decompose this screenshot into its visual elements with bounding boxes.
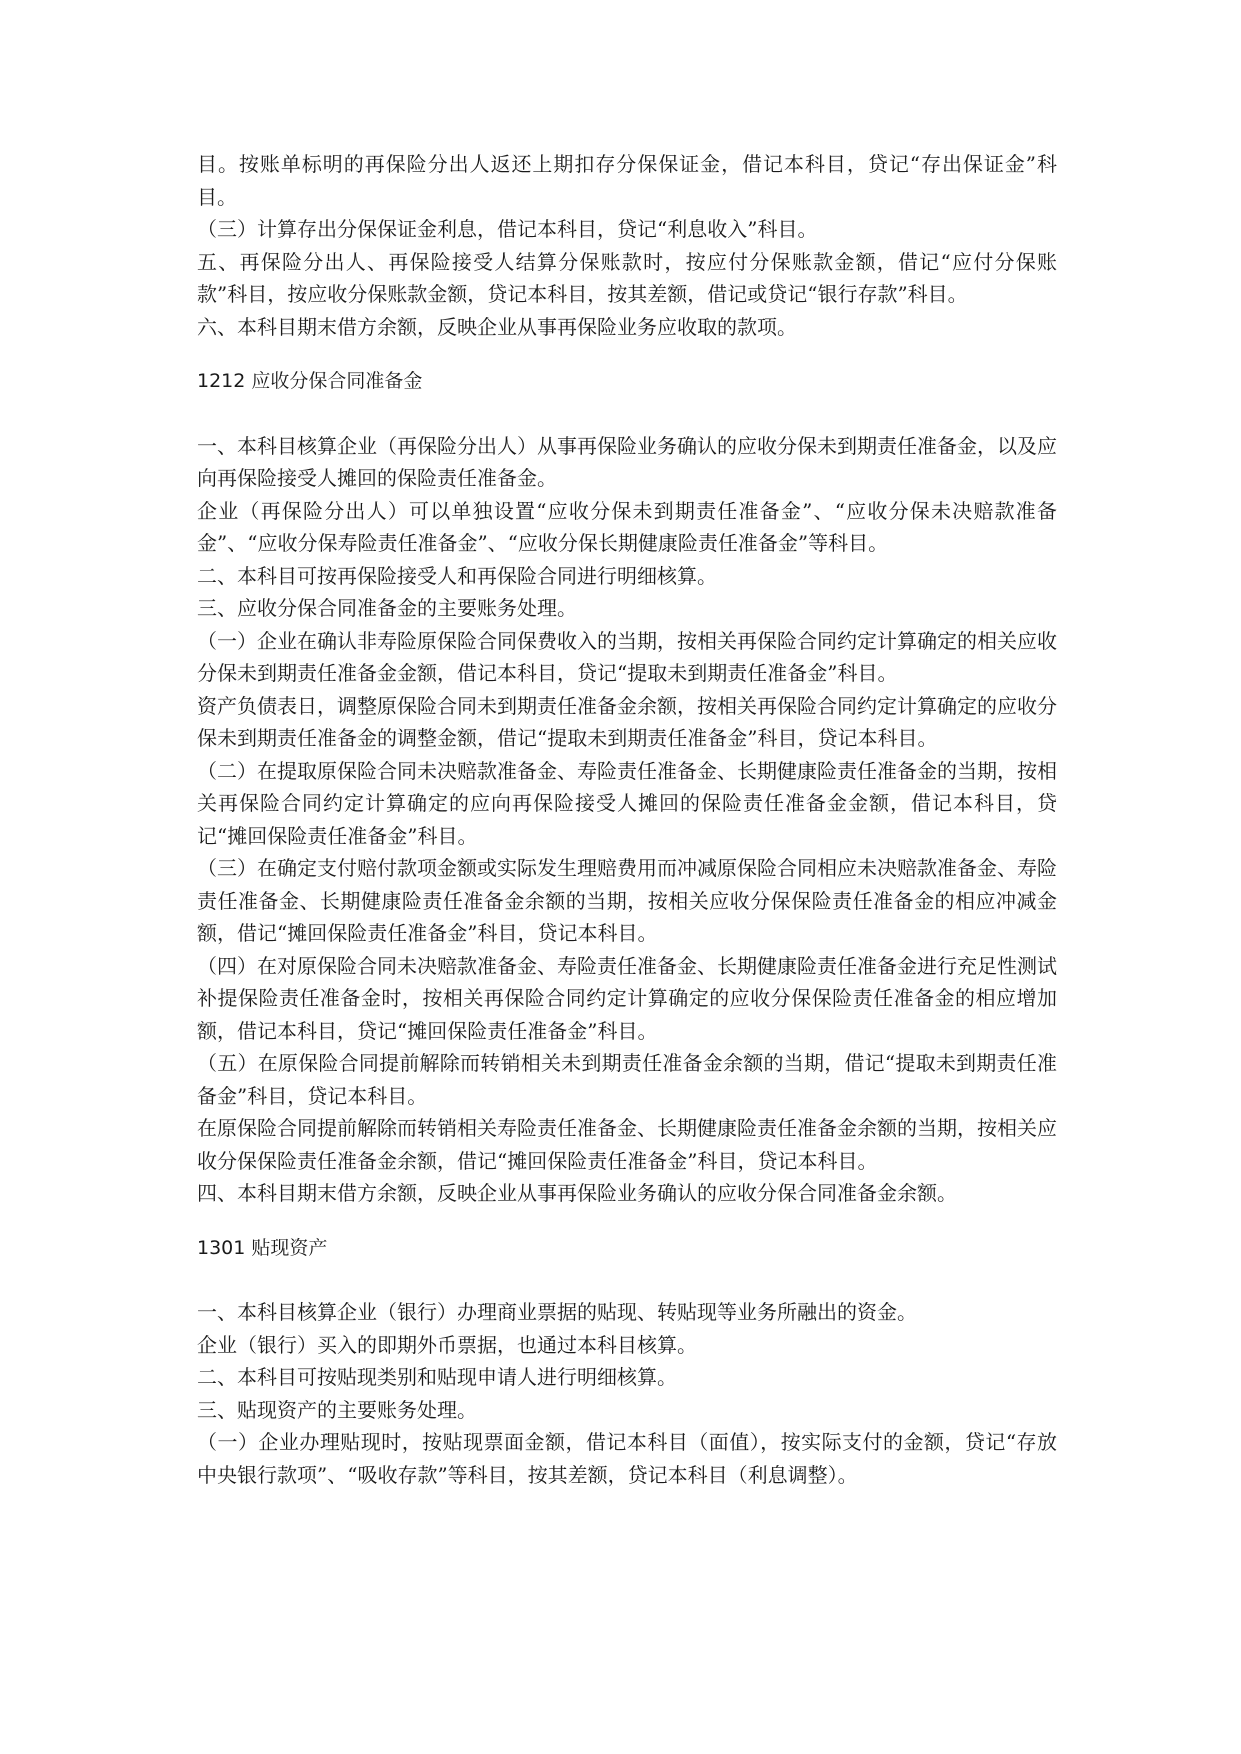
body-paragraph: 一、本科目核算企业（银行）办理商业票据的贴现、转贴现等业务所融出的资金。 [197, 1300, 917, 1324]
body-paragraph: （三）在确定支付赔付款项金额或实际发生理赔费用而冲减原保险合同相应未决赔款准备金、寿险责任准备金、长期健康险责任准备金余额的当期，按相关应收分保保险责任准备金的相应冲减金额，借记“摊回保险责任准备金”科目，贷记本科目。 [197, 856, 1057, 945]
body-paragraph: （五）在原保险合同提前解除而转销相关未到期责任准备金余额的当期，借记“提取未到期责任准备金”科目，贷记本科目。 [197, 1051, 1057, 1108]
body-paragraph: （一）企业办理贴现时，按贴现票面金额，借记本科目（面值），按实际支付的金额，贷记“存放中央银行款项”、“吸收存款”等科目，按其差额，贷记本科目（利息调整）。 [197, 1430, 1057, 1487]
spacer [197, 343, 1057, 365]
body-paragraph: 目。按账单标明的再保险分出人返还上期扣存分保保证金，借记本科目，贷记“存出保证金”科目。 [197, 152, 1057, 209]
body-paragraph: （四）在对原保险合同未决赔款准备金、寿险责任准备金、长期健康险责任准备金进行充足性测试补提保险责任准备金时，按相关再保险合同约定计算确定的应收分保保险责任准备金的相应增加额，借记本科目，贷记“摊回保险责任准备金”科目。 [197, 953, 1057, 1043]
body-paragraph: 四、本科目期末借方余额，反映企业从事再保险业务确认的应收分保合同准备金余额。 [197, 1181, 957, 1205]
body-paragraph: 企业（再保险分出人）可以单独设置“应收分保未到期责任准备金”、“应收分保未决赔款准备金”、“应收分保寿险责任准备金”、“应收分保长期健康险责任准备金”等科目。 [197, 498, 1057, 555]
spacer [197, 398, 1057, 430]
body-paragraph: 二、本科目可按再保险接受人和再保险合同进行明细核算。 [197, 563, 717, 588]
section-heading-1301: 1301 贴现资产 [197, 1236, 328, 1259]
spacer [197, 1210, 1057, 1232]
document-page [197, 148, 1057, 1491]
body-paragraph: 企业（银行）买入的即期外币票据，也通过本科目核算。 [197, 1332, 697, 1357]
body-paragraph: 一、本科目核算企业（再保险分出人）从事再保险业务确认的应收分保未到期责任准备金，以及应向再保险接受人摊回的保险责任准备金。 [197, 433, 1057, 490]
body-paragraph: 五、再保险分出人、再保险接受人结算分保账款时，按应付分保账款金额，借记“应付分保账款”科目，按应收分保账款金额，贷记本科目，按其差额，借记或贷记“银行存款”科目。 [197, 249, 1057, 306]
body-paragraph: 二、本科目可按贴现类别和贴现申请人进行明细核算。 [197, 1365, 677, 1389]
body-paragraph: 三、应收分保合同准备金的主要账务处理。 [197, 596, 577, 620]
body-paragraph: 资产负债表日，调整原保险合同未到期责任准备金余额，按相关再保险合同约定计算确定的应收分保未到期责任准备金的调整金额，借记“提取未到期责任准备金”科目，贷记本科目。 [197, 693, 1057, 750]
body-paragraph: （一）企业在确认非寿险原保险合同保费收入的当期，按相关再保险合同约定计算确定的相关应收分保未到期责任准备金金额，借记本科目，贷记“提取未到期责任准备金”科目。 [197, 628, 1057, 685]
body-paragraph: 在原保险合同提前解除而转销相关寿险责任准备金、长期健康险责任准备金余额的当期，按相关应收分保保险责任准备金余额，借记“摊回保险责任准备金”科目，贷记本科目。 [197, 1116, 1057, 1173]
body-paragraph: （二）在提取原保险合同未决赔款准备金、寿险责任准备金、长期健康险责任准备金的当期，按相关再保险合同约定计算确定的应向再保险接受人摊回的保险责任准备金金额，借记本科目，贷记“摊回保险责任准备金”科目。 [197, 758, 1057, 848]
body-paragraph: （三）计算存出分保保证金利息，借记本科目，贷记“利息收入”科目。 [197, 217, 818, 241]
section-heading-1212: 1212 应收分保合同准备金 [197, 370, 423, 392]
spacer [197, 1264, 1057, 1296]
body-paragraph: 三、贴现资产的主要账务处理。 [197, 1397, 477, 1422]
body-paragraph: 六、本科目期末借方余额，反映企业从事再保险业务应收取的款项。 [197, 314, 797, 339]
